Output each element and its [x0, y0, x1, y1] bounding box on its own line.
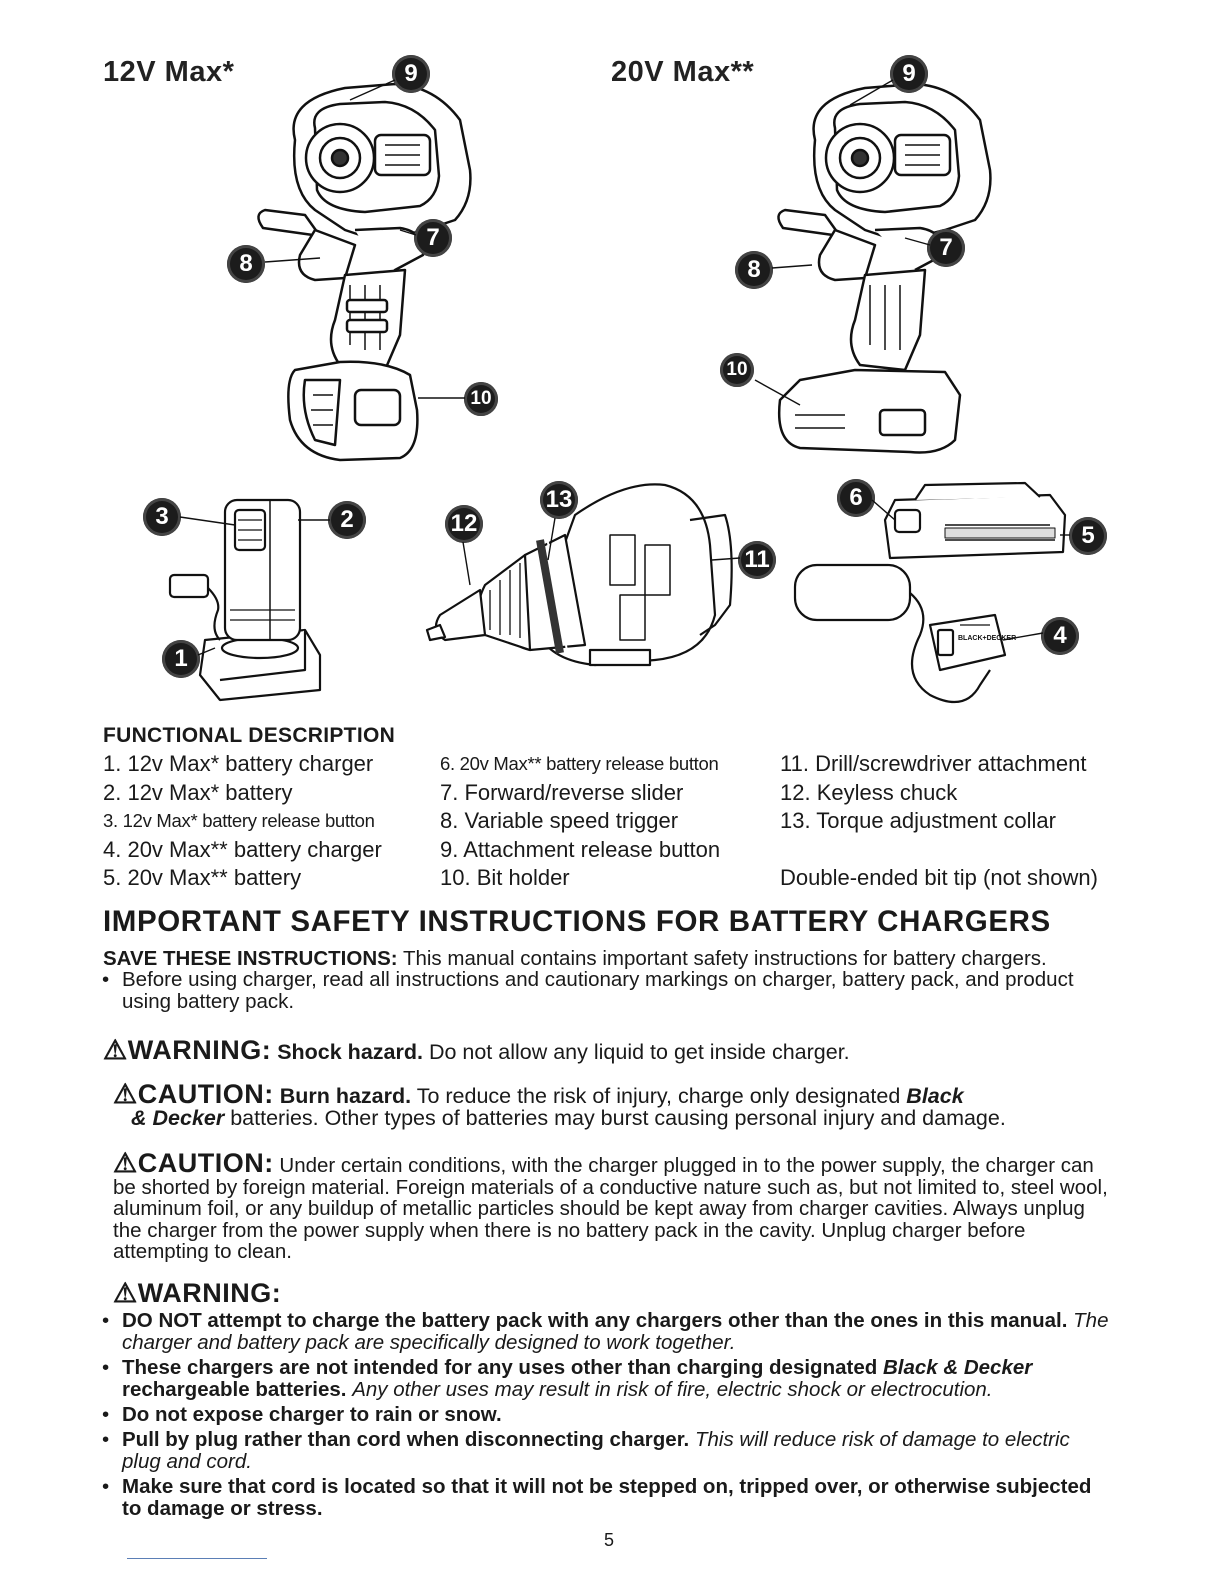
shock-hazard-text: Do not allow any liquid to get inside charger. — [428, 1040, 850, 1064]
warning-bullet-3 — [100, 1404, 1110, 1426]
fd-item-4: 4. 20v Max** battery charger — [103, 836, 382, 862]
warning-bullet-4-bold: Pull by plug rather than cord when disconnecting charger. — [122, 1428, 690, 1451]
fd-item-2: 2. 12v Max* battery — [103, 779, 293, 805]
save-instructions-bullet — [100, 969, 1122, 1013]
callout-9-right: 9 — [890, 55, 928, 93]
safety-heading: IMPORTANT SAFETY INSTRUCTIONS FOR BATTERY CHARGERS — [103, 905, 1051, 938]
fd-item-9: 9. Attachment release button — [440, 836, 721, 862]
brand-decker: & Decker — [131, 1106, 225, 1130]
warning-shock — [103, 1035, 1113, 1065]
bullet-dot: • — [102, 1356, 110, 1379]
callout-9-left: 9 — [392, 55, 430, 93]
model-label-20v: 20V Max** — [611, 56, 755, 88]
callout-1: 1 — [162, 640, 200, 678]
callout-13: 13 — [540, 481, 578, 519]
warning-bullet-4-italic: This will reduce risk of damage to electric plug and cord. — [122, 1428, 1070, 1473]
callout-2: 2 — [328, 501, 366, 539]
caution-short-circuit-text: Under certain conditions, with the charger plugged in to the power supply, the charger can be shorted by foreign material. Foreign materials of a conductive nature such as, but not limited to, steel wool, aluminum foil, or any buildup of metallic particles should be kept away from charger cavities. Always unplug the charger from the power supply when there is no battery pack in the cavity. Unplug charger before attempting to clean. — [113, 1154, 1108, 1263]
save-instructions-lead: SAVE THESE INSTRUCTIONS: — [103, 947, 398, 970]
page-number: 5 — [604, 1530, 615, 1550]
fd-item-8: 8. Variable speed trigger — [440, 808, 679, 833]
burn-hazard-label: Burn hazard. — [279, 1084, 412, 1108]
bullet-dot: • — [102, 968, 110, 991]
warning-symbol-2: ⚠ — [113, 1278, 138, 1308]
callout-4: 4 — [1041, 617, 1079, 655]
fd-item-7: 7. Forward/reverse slider — [440, 779, 684, 805]
functional-description-title: FUNCTIONAL DESCRIPTION — [103, 724, 396, 747]
callout-10-left: 10 — [464, 382, 498, 416]
fd-item-5: 5. 20v Max** battery — [103, 865, 302, 890]
functional-description-col-2 — [440, 750, 720, 893]
fd-item-10: 10. Bit holder — [440, 865, 570, 890]
caution-symbol-2: ⚠ — [113, 1148, 138, 1178]
warning-word-1: WARNING: — [127, 1035, 272, 1065]
callout-5: 5 — [1069, 517, 1107, 555]
fd-item-bit-tip: Double-ended bit tip (not shown) — [780, 865, 1098, 890]
callout-10-right: 10 — [720, 353, 754, 387]
burn-hazard-text-b: batteries. Other types of batteries may burst causing personal injury and damage. — [230, 1106, 1006, 1130]
warning-word-2: WARNING: — [137, 1278, 282, 1308]
caution-symbol-1: ⚠ — [113, 1079, 138, 1109]
functional-description-col-1 — [103, 750, 382, 893]
brand-black: Black — [906, 1084, 964, 1108]
charger-logo-text: BLACK+DECKER — [958, 635, 1017, 642]
warning-bullet-2-bold2: rechargeable batteries. — [122, 1378, 347, 1401]
save-bullet-text: Before using charger, read all instructions and cautionary markings on charger, battery pack, and product using battery pack. — [122, 968, 1074, 1013]
burn-hazard-text-a: To reduce the risk of injury, charge only designated — [416, 1084, 901, 1108]
callout-12: 12 — [445, 505, 483, 543]
callout-11: 11 — [738, 541, 776, 579]
warning-bullet-4 — [100, 1429, 1110, 1473]
warning-bullet-1-bold: DO NOT attempt to charge the battery pack with any chargers other than the ones in this manual. — [122, 1309, 1068, 1332]
warning-bullet-5-bold: Make sure that cord is located so that it will not be stepped on, tripped over, or otherwise subjected to damage or stress. — [122, 1475, 1092, 1520]
caution-short-circuit — [113, 1148, 1113, 1263]
callout-6: 6 — [837, 479, 875, 517]
warning-block-2-header — [113, 1278, 281, 1309]
warning-symbol-1: ⚠ — [103, 1035, 128, 1065]
fd-item-12: 12. Keyless chuck — [780, 779, 958, 805]
warning-bullet-1 — [100, 1310, 1110, 1354]
warning-bullet-2-bold: These chargers are not intended for any uses other than charging designated — [122, 1356, 878, 1379]
footer-rule — [127, 1558, 267, 1559]
callout-7-right: 7 — [927, 229, 965, 267]
callout-8-right: 8 — [735, 251, 773, 289]
warning-bullet-2-brand: Black & Decker — [882, 1356, 1033, 1379]
warning-bullet-2 — [100, 1357, 1110, 1401]
save-instructions — [103, 948, 1113, 969]
fd-item-3: 3. 12v Max* battery release button — [103, 810, 375, 831]
callout-3: 3 — [143, 498, 181, 536]
caution-word-1: CAUTION: — [137, 1079, 274, 1109]
fd-item-1: 1. 12v Max* battery charger — [103, 751, 374, 776]
fd-item-6: 6. 20v Max** battery release button — [440, 753, 719, 774]
model-label-12v: 12V Max* — [103, 56, 235, 88]
callout-leaders-right-bottom — [0, 0, 1224, 720]
caution-burn — [113, 1079, 1113, 1130]
bullet-dot: • — [102, 1428, 110, 1451]
bullet-dot: • — [102, 1309, 110, 1332]
fd-item-13: 13. Torque adjustment collar — [780, 808, 1056, 833]
functional-description-col-3 — [780, 750, 1098, 893]
warning-bullets — [100, 1310, 1110, 1520]
fd-item-11: 11. Drill/screwdriver attachment — [780, 751, 1087, 776]
shock-hazard-label: Shock hazard. — [277, 1040, 423, 1064]
warning-bullet-5 — [100, 1476, 1110, 1520]
warning-bullet-3-bold: Do not expose charger to rain or snow. — [122, 1403, 502, 1426]
save-instructions-text: This manual contains important safety instructions for battery chargers. — [402, 947, 1047, 970]
caution-word-2: CAUTION: — [137, 1148, 274, 1178]
warning-bullet-2-italic: Any other uses may result in risk of fire, electric shock or electrocution. — [352, 1378, 993, 1401]
warning-bullet-1-italic: The charger and battery pack are specifically designed to work together. — [122, 1309, 1109, 1354]
callout-7-left: 7 — [414, 219, 452, 257]
bullet-dot: • — [102, 1475, 110, 1498]
callout-8-left: 8 — [227, 245, 265, 283]
bullet-dot: • — [102, 1403, 110, 1426]
